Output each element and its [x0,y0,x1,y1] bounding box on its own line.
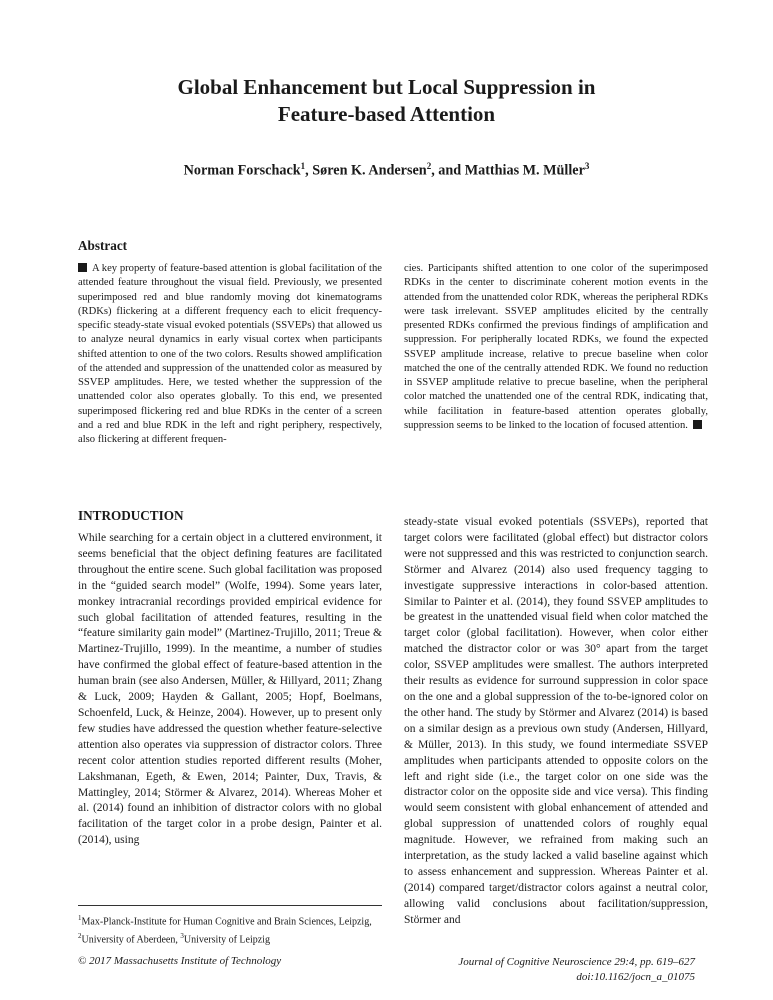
introduction-heading: INTRODUCTION [78,508,184,523]
abstract-text-right: cies. Participants shifted attention to one color of the superimposed RDKs in the center to discriminate coherent motion events in the attended from the unattended color RDK, whereas the peripheral RDKs were task irrelevant. SSVEP amplitudes elicited by the centrally presented RDKs confirmed the previous findings of amplification and suppression. For peripherally located RDKs, we found the expected SSVEP amplitude increase, relative to precue baseline when color matched the one of the centrally attended RDK. We found no reduction in SSVEP amplitude relative to precue baseline, when the peripheral color matched the unattended one of the central RDK, indicating that, while facilitation in feature-based attention operates globally, suppression seems to be linked to the location of focused attention. [404,263,708,431]
copyright-notice: © 2017 Massachusetts Institute of Technology [78,955,282,967]
abstract-heading: Abstract [78,238,128,253]
footnote-affiliation: University of Leipzig [183,934,270,946]
footnote-marker: 3 [180,932,184,941]
footnote-divider [78,905,382,906]
abstract-column-right [404,262,708,433]
footnote-affiliation: University of Aberdeen, [81,934,181,946]
author-name: Norman Forschack [183,162,301,179]
title-line-1: Global Enhancement but Local Suppression in [177,75,596,99]
journal-info [400,955,695,985]
affiliation-marker: 1 [300,161,306,171]
introduction-column-right: steady-state visual evoked potentials (SSVEPs), reported that target colors were facilitated (global effect) but distractor colors were not suppressed and this was restricted to conjunction search. Störmer and Alvarez (2014) also used frequency tagging to investigate suppressive interactions in color-based attention. Similar to Painter et al. (2014), they found SSVEP amplitudes to be greatest in the unattended visual field when color matched the target color (global facilitation). However, when color either matched the distractor color or was 30° apart from the target color, SSVEP amplitudes were smallest. The authors interpreted their results as evidence for surround suppression in color space on the one and a global suppression of the to-be-ignored color on the other hand. The study by Störmer and Alvarez (2014) is based on a similar design as a previous own study (Andersen, Hillyard, & Müller, 2013). In this study, we found intermediate SSVEP amplitudes when participants attended to opposite colors on the left and right side (i.e., the target color on one side was the distractor color on the opposite side and vice versa). This finding would seem consistent with global enhancement of attended and global suppression of unattended colors of roughly equal magnitude. However, we refrained from making such an interpretation, as the study lacked a valid baseline against which to assess enhancement and suppression. Whereas Painter et al. (2014) compared target/distractor colors against a neutral color, allowing valid conclusions about facilitation/suppression, Störmer and [404,516,708,926]
doi: doi:10.1162/jocn_a_01075 [576,971,695,983]
author-separator: , and [431,162,465,179]
affiliation-marker: 3 [584,161,590,171]
affiliation-marker: 2 [426,161,432,171]
footnote-marker: 1 [78,914,82,922]
abstract-end-marker-icon [693,420,702,429]
affiliation-footnote [78,911,388,948]
journal-citation: Journal of Cognitive Neuroscience 29:4, pp. 619–627 [458,956,695,968]
author-name: Søren K. Andersen [312,162,427,179]
author-list [0,161,773,180]
paper-title [0,74,773,128]
title-line-2: Feature-based Attention [277,102,496,126]
author-separator: , [305,162,313,179]
introduction-column-left: While searching for a certain object in a cluttered environment, it seems beneficial that the object defining features are facilitated throughout the entire scene. Such global facilitation was proposed in the “guided search model” (Wolfe, 1994). Some years later, monkey intracranial recordings provided empirical evidence for such global facilitation of attended features, resulting in the “feature similarity gain model” (Martinez-Trujillo, 2011; Treue & Martinez-Trujillo, 1999). In the meantime, a number of studies have confirmed the global effect of feature-based attention in the human brain (see also Andersen, Müller, & Hillyard, 2011; Zhang & Luck, 2009; Hayden & Gallant, 2005; Hopf, Boelmans, Schoenfeld, Luck, & Heinze, 2004). However, up to present only few studies have addressed the question whether feature-selective attention also operates via suppression of distractor colors. Three recent color attention studies reported different results (Moher, Lakshmanan, Egeth, & Ewen, 2014; Painter, Dux, Travis, & Mattingley, 2014; Störmer & Alvarez, 2014). Whereas Moher et al. (2014) found an inhibition of distractor colors with no global facilitation of the target color in a probe design, Painter et al. (2014), using [78,532,382,847]
abstract-start-marker-icon [78,263,87,272]
footnote-marker: 2 [78,932,82,941]
footnote-affiliation: Max-Planck-Institute for Human Cognitive and Brain Sciences, Leipzig, [81,916,372,928]
author-name: Matthias M. Müller [464,162,585,179]
abstract-column-left [78,262,382,447]
abstract-text-left: A key property of feature-based attention is global facilitation of the attended feature throughout the visual field. Previously, we presented superimposed red and blue randomly moving dot kinematograms (RDKs) flickering at a different frequency each to elicit frequency-specific steady-state visual evoked potentials (SSVEPs) that allowed us to analyze neural dynamics in early visual cortex when participants shifted attention to one of the two colors. Results showed amplification of the attended and suppression of the unattended color as measured by SSVEP amplitudes. Here, we tested whether the suppression of the unattended color also operates globally. To this end, we presented superimposed flickering red and blue RDKs in the center of a screen and a red and blue RDK in the left and right periphery, respectively, also flickering at different frequen- [78,263,382,445]
